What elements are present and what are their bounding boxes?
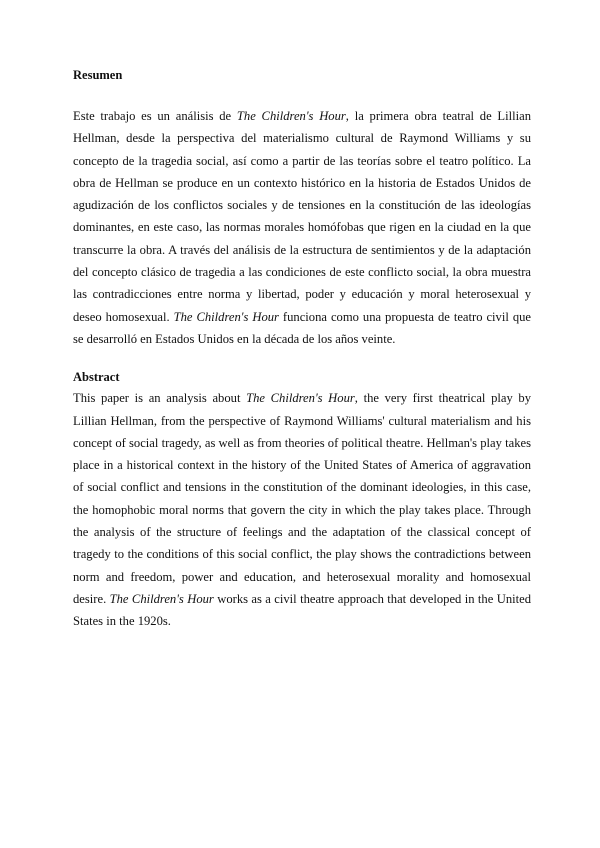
abstract-section <box>73 367 531 632</box>
resumen-title-italic: The Children's Hour <box>173 309 279 324</box>
abstract-text-segment: works as a civil theatre approach that developed in the United States in the 1920s. <box>73 591 531 629</box>
abstract-heading: Abstract <box>73 370 120 385</box>
resumen-text-segment: Este trabajo es un análisis de <box>73 109 237 123</box>
document-page <box>73 64 531 633</box>
resumen-heading: Resumen <box>73 68 123 82</box>
abstract-text-segment: This paper is an analysis about <box>73 391 247 406</box>
resumen-text-segment: funciona como una propuesta de teatro civil que se desarrolló en Estados Unidos en la década de los años veinte. <box>73 309 531 346</box>
resumen-title-italic: The Children's Hour <box>236 109 346 123</box>
resumen-section <box>73 64 531 350</box>
abstract-paragraph <box>73 387 531 632</box>
abstract-title-italic: The Children's Hour <box>109 591 214 606</box>
resumen-text-segment: , la primera obra teatral de Lillian Hellman, desde la perspectiva del materialismo cultural de Raymond Williams y su concepto de la tragedia social, así como a partir de las teorías sobre el teatro político. La obra de Hellman se produce en un contexto histórico en la historia de Estados Unidos de agudización de los conflictos sociales y de tensiones en la constitución de las ideologías dominantes, en este caso, las normas morales homófobas que rigen en la ciudad en la que transcurre la obra. A través del análisis de la estructura de sentimientos y de la adaptación del concepto clásico de tragedia a las condiciones de este conflicto social, la obra muestra las contradicciones entre norma y libertad, poder y educación y moral heterosexual y deseo homosexual. <box>73 109 531 324</box>
resumen-paragraph <box>73 105 531 350</box>
abstract-text-segment: , the very first theatrical play by Lillian Hellman, from the perspective of Raymond Williams' cultural materialism and his concept of social tragedy, as well as from theories of political theatre. Hellman's play takes place in a historical context in the history of the United States of America of aggravation of social conflict and tensions in the constitution of the dominant ideologies, in this case, the homophobic moral norms that govern the city in which the play takes place. Through the analysis of the structure of feelings and the adaptation of the classical concept of tragedy to the conditions of this social conflict, the play shows the contradictions between norm and freedom, power and education, and heterosexual morality and homosexual desire. <box>73 391 531 606</box>
abstract-title-italic: The Children's Hour <box>246 391 355 406</box>
